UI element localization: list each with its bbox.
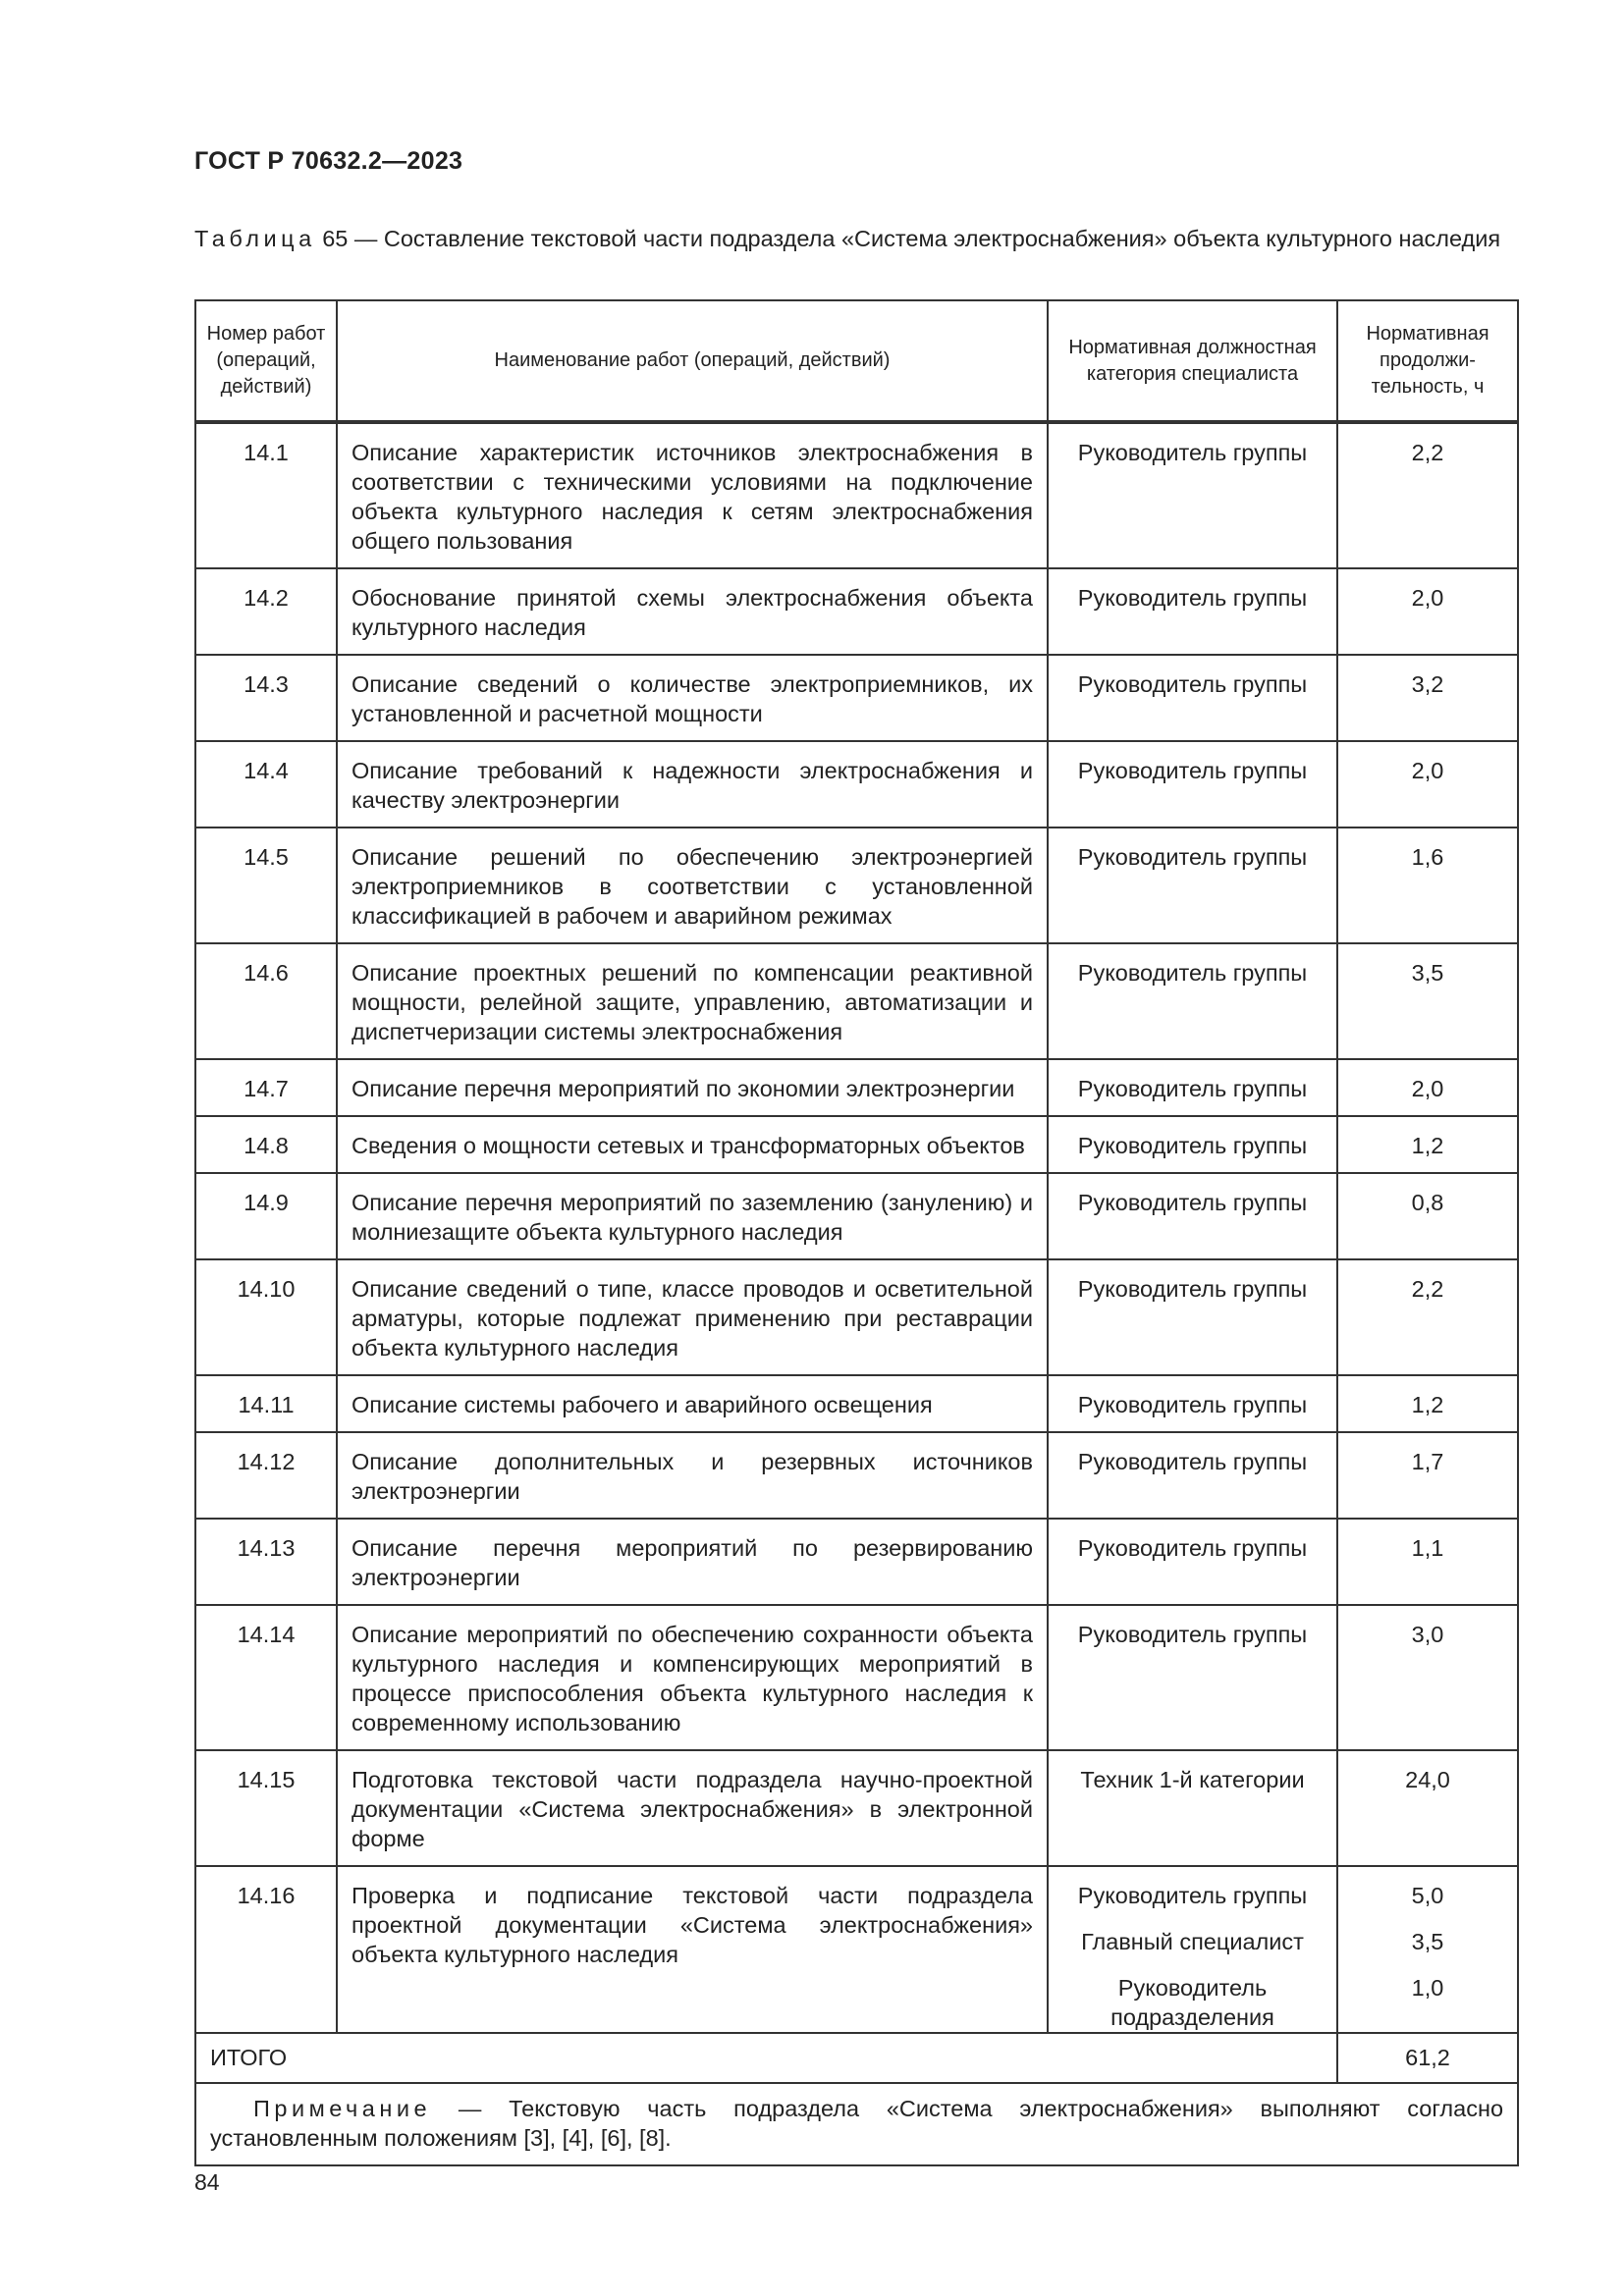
row-hours: 1,0	[1411, 1975, 1444, 2001]
row-hours: 2,0	[1337, 1059, 1518, 1116]
row-number: 14.8	[195, 1116, 337, 1173]
row-category: Руководитель группы	[1048, 741, 1337, 828]
row-number: 14.12	[195, 1432, 337, 1519]
row-number: 14.2	[195, 568, 337, 655]
row-work-name: Сведения о мощности сетевых и трансформаторных объектов	[337, 1116, 1048, 1173]
row-category: Руководитель группы	[1048, 1519, 1337, 1605]
table-row	[195, 1750, 1518, 1866]
table-row	[195, 1259, 1518, 1375]
row-category: Техник 1-й категории	[1048, 1750, 1337, 1866]
row-category: Руководитель группы	[1048, 568, 1337, 655]
row-hours: 2,0	[1337, 741, 1518, 828]
row-hours: 5,0	[1411, 1883, 1444, 1908]
row-category: Руководитель группы	[1048, 655, 1337, 741]
total-label: ИТОГО	[195, 2033, 1337, 2083]
row-number: 14.7	[195, 1059, 337, 1116]
row-number: 14.13	[195, 1519, 337, 1605]
column-header-duration: Нормативная продолжительность, ч	[1337, 300, 1518, 422]
table-row	[195, 1173, 1518, 1259]
row-category: Руководитель группы	[1048, 943, 1337, 1059]
table-row	[195, 943, 1518, 1059]
note-lead: Примечание	[253, 2096, 432, 2121]
row-work-name: Подготовка текстовой части подраздела научно-проектной документации «Система электроснабжения» в электронной форме	[337, 1750, 1048, 1866]
row-hours: 1,6	[1337, 828, 1518, 943]
row-category: Руководитель группы	[1048, 1116, 1337, 1173]
row-hours: 3,5	[1411, 1929, 1444, 1954]
table-row	[195, 1432, 1518, 1519]
row-category: Руководитель группы	[1048, 1605, 1337, 1750]
table-row	[195, 1519, 1518, 1605]
row-number: 14.10	[195, 1259, 337, 1375]
row-work-name: Описание проектных решений по компенсации реактивной мощности, релейной защите, управлению, автоматизации и диспетчеризации системы электроснабжения	[337, 943, 1048, 1059]
row-work-name: Описание характеристик источников электроснабжения в соответствии с техническими условиями на подключение объекта культурного наследия к сетям электроснабжения общего пользования	[337, 422, 1048, 568]
table-row	[195, 1116, 1518, 1173]
row-work-name: Описание перечня мероприятий по резервированию электроэнергии	[337, 1519, 1048, 1605]
row-work-name: Обоснование принятой схемы электроснабжения объекта культурного наследия	[337, 568, 1048, 655]
table-row	[195, 422, 1518, 568]
row-work-name: Описание требований к надежности электроснабжения и качеству электроэнергии	[337, 741, 1048, 828]
row-work-name: Описание сведений о типе, классе проводов и осветительной арматуры, которые подлежат применению при реставрации объекта культурного наследия	[337, 1259, 1048, 1375]
note-text: — Текстовую часть подраздела «Система электроснабжения» выполняют согласно установленным положениям [3], [4], [6], [8].	[210, 2096, 1504, 2151]
row-hours: 1,2	[1337, 1116, 1518, 1173]
row-hours: 3,2	[1337, 655, 1518, 741]
row-work-name: Описание дополнительных и резервных источников электроэнергии	[337, 1432, 1048, 1519]
row-category: Руководитель группы	[1048, 422, 1337, 568]
row-number: 14.4	[195, 741, 337, 828]
row-category: Руководитель группы	[1048, 828, 1337, 943]
row-hours-list	[1337, 1866, 1518, 2033]
row-category: Руководитель группы	[1077, 1883, 1308, 1908]
total-row	[195, 2033, 1518, 2083]
table-row	[195, 1059, 1518, 1116]
row-hours: 3,5	[1337, 943, 1518, 1059]
caption-text: 65 — Составление текстовой части подраздела «Система электроснабжения» объекта культурного наследия	[322, 226, 1501, 251]
column-header-name: Наименование работ (операций, действий)	[337, 300, 1048, 422]
row-number: 14.3	[195, 655, 337, 741]
row-work-name: Проверка и подписание текстовой части подраздела проектной документации «Система электроснабжения» объекта культурного наследия	[337, 1866, 1048, 2033]
row-category: Руководитель группы	[1048, 1375, 1337, 1432]
row-work-name: Описание мероприятий по обеспечению сохранности объекта культурного наследия и компенсирующих мероприятий в процессе приспособления объекта культурного наследия к современному использованию	[337, 1605, 1048, 1750]
row-number: 14.6	[195, 943, 337, 1059]
row-number: 14.11	[195, 1375, 337, 1432]
row-hours: 1,1	[1337, 1519, 1518, 1605]
table-header-row	[195, 300, 1518, 422]
table-body	[195, 422, 1518, 1866]
table-row	[195, 655, 1518, 741]
caption-lead: Таблица	[194, 226, 316, 251]
row-work-name: Описание перечня мероприятий по заземлению (занулению) и молниезащите объекта культурного наследия	[337, 1173, 1048, 1259]
row-hours: 2,2	[1337, 422, 1518, 568]
table-row	[195, 1375, 1518, 1432]
table-row	[195, 741, 1518, 828]
table-row	[195, 1605, 1518, 1750]
row-hours: 3,0	[1337, 1605, 1518, 1750]
row-hours: 24,0	[1337, 1750, 1518, 1866]
row-hours: 2,0	[1337, 568, 1518, 655]
row-hours: 1,2	[1337, 1375, 1518, 1432]
row-work-name: Описание перечня мероприятий по экономии электроэнергии	[337, 1059, 1048, 1116]
row-category: Руководитель группы	[1048, 1173, 1337, 1259]
row-category: Главный специалист	[1081, 1929, 1304, 1954]
column-header-number: Номер работ (операций, действий)	[195, 300, 337, 422]
row-number: 14.1	[195, 422, 337, 568]
row-hours: 1,7	[1337, 1432, 1518, 1519]
page-number: 84	[194, 2169, 220, 2195]
row-hours: 2,2	[1337, 1259, 1518, 1375]
document-code: ГОСТ Р 70632.2—2023	[194, 147, 463, 175]
row-number: 14.9	[195, 1173, 337, 1259]
row-number: 14.15	[195, 1750, 337, 1866]
table-caption	[194, 224, 1515, 253]
table-row	[195, 1866, 1518, 2033]
row-number: 14.16	[195, 1866, 337, 2033]
row-work-name: Описание решений по обеспечению электроэнергией электроприемников в соответствии с установленной классификацией в рабочем и аварийном режимах	[337, 828, 1048, 943]
row-category-list	[1048, 1866, 1337, 2033]
column-header-category: Нормативная должностная категория специалиста	[1048, 300, 1337, 422]
total-value: 61,2	[1337, 2033, 1518, 2083]
row-work-name: Описание сведений о количестве электроприемников, их установленной и расчетной мощности	[337, 655, 1048, 741]
row-category: Руководитель группы	[1048, 1432, 1337, 1519]
table-note	[195, 2083, 1518, 2165]
note-row	[195, 2083, 1518, 2165]
work-norms-table	[194, 299, 1519, 2166]
table-row	[195, 568, 1518, 655]
table-row	[195, 828, 1518, 943]
row-category: Руководитель подразделения	[1110, 1975, 1274, 2030]
row-category: Руководитель группы	[1048, 1259, 1337, 1375]
row-work-name: Описание системы рабочего и аварийного освещения	[337, 1375, 1048, 1432]
row-number: 14.5	[195, 828, 337, 943]
row-hours: 0,8	[1337, 1173, 1518, 1259]
row-number: 14.14	[195, 1605, 337, 1750]
row-category: Руководитель группы	[1048, 1059, 1337, 1116]
